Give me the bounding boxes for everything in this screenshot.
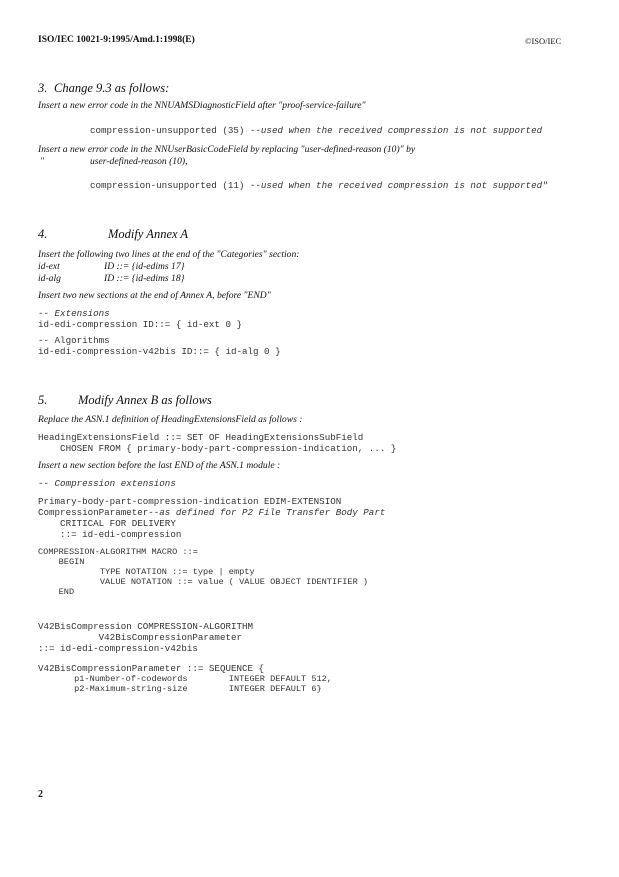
code: CompressionParameter--	[38, 507, 160, 518]
code: compression-unsupported (11)	[90, 180, 250, 191]
id-value: ID ::= {id-edims 18}	[104, 273, 185, 284]
code-line	[38, 508, 385, 517]
instruction: Insert a new error code in the NNUAMSDiagnosticField after "proof-service-failure"	[38, 100, 366, 111]
section-number: 3.	[38, 81, 48, 95]
code-line	[90, 181, 548, 190]
code-line: id-edi-compression ID::= { id-ext 0 }	[38, 319, 242, 330]
code-line	[90, 126, 542, 135]
instruction-continued: user-defined-reason (10),	[90, 156, 188, 167]
instruction: Insert two new sections at the end of Annex A, before "END"	[38, 290, 271, 301]
section-number: 5.	[38, 393, 48, 407]
code-line: p2-Maximum-string-size INTEGER DEFAULT 6}	[38, 684, 322, 694]
section-title: Change 9.3 as follows:	[54, 81, 170, 95]
code-line: HeadingExtensionsField ::= SET OF HeadingExtensionsSubField	[38, 432, 364, 443]
id-name: id-alg	[38, 273, 61, 284]
code-comment: -- Compression extensions	[38, 478, 176, 489]
code-line: VALUE NOTATION ::= value ( VALUE OBJECT IDENTIFIER )	[38, 577, 369, 587]
document-id: ISO/IEC 10021-9:1995/Amd.1:1998(E)	[38, 35, 195, 45]
code-line: V42BisCompressionParameter ::= SEQUENCE {	[38, 663, 265, 674]
section-title: Modify Annex A	[108, 227, 189, 241]
code-line: TYPE NOTATION ::= type | empty	[38, 567, 255, 577]
code-line: CHOSEN FROM { primary-body-part-compression-indication, ... }	[38, 443, 397, 454]
section-number: 4.	[38, 227, 48, 241]
code-comment: as defined for P2 File Transfer Body Part	[159, 507, 386, 518]
code-comment: --used when the received compression is not supported	[249, 125, 543, 136]
code-line: p1-Number-of-codewords INTEGER DEFAULT 512,	[38, 674, 332, 684]
quote-mark: "	[40, 156, 45, 167]
id-name: id-ext	[38, 261, 60, 272]
page-number: 2	[38, 789, 43, 800]
code-line: id-edi-compression-v42bis ID::= { id-alg 0 }	[38, 346, 281, 357]
instruction: Insert a new error code in the NNUserBasicCodeField by replacing "user-defined-reason (10)" by	[38, 144, 416, 155]
id-value: ID ::= {id-edims 17}	[104, 261, 185, 272]
code-line: ::= id-edi-compression	[38, 529, 182, 540]
copyright: ©ISO/IEC	[525, 36, 562, 46]
code-comment: -- Algorithms	[38, 335, 110, 346]
code-comment: --used when the received compression is not supported"	[249, 180, 548, 191]
code-line: V42BisCompression COMPRESSION-ALGORITHM	[38, 621, 254, 632]
code-line: BEGIN	[38, 557, 85, 567]
code-line: END	[38, 587, 75, 597]
code-line: COMPRESSION-ALGORITHM MACRO ::=	[38, 547, 198, 557]
code-line: ::= id-edi-compression-v42bis	[38, 643, 198, 654]
code-line: CRITICAL FOR DELIVERY	[38, 518, 176, 529]
instruction: Replace the ASN.1 definition of HeadingExtensionsField as follows :	[38, 414, 303, 425]
code-line: Primary-body-part-compression-indication EDIM-EXTENSION	[38, 496, 342, 507]
instruction: Insert the following two lines at the end of the "Categories" section:	[38, 249, 300, 260]
section-title: Modify Annex B as follows	[78, 393, 212, 407]
instruction: Insert a new section before the last END of the ASN.1 module :	[38, 460, 281, 471]
code-comment: -- Extensions	[38, 308, 110, 319]
code-line: V42BisCompressionParameter	[38, 632, 242, 643]
code: compression-unsupported (35)	[90, 125, 250, 136]
